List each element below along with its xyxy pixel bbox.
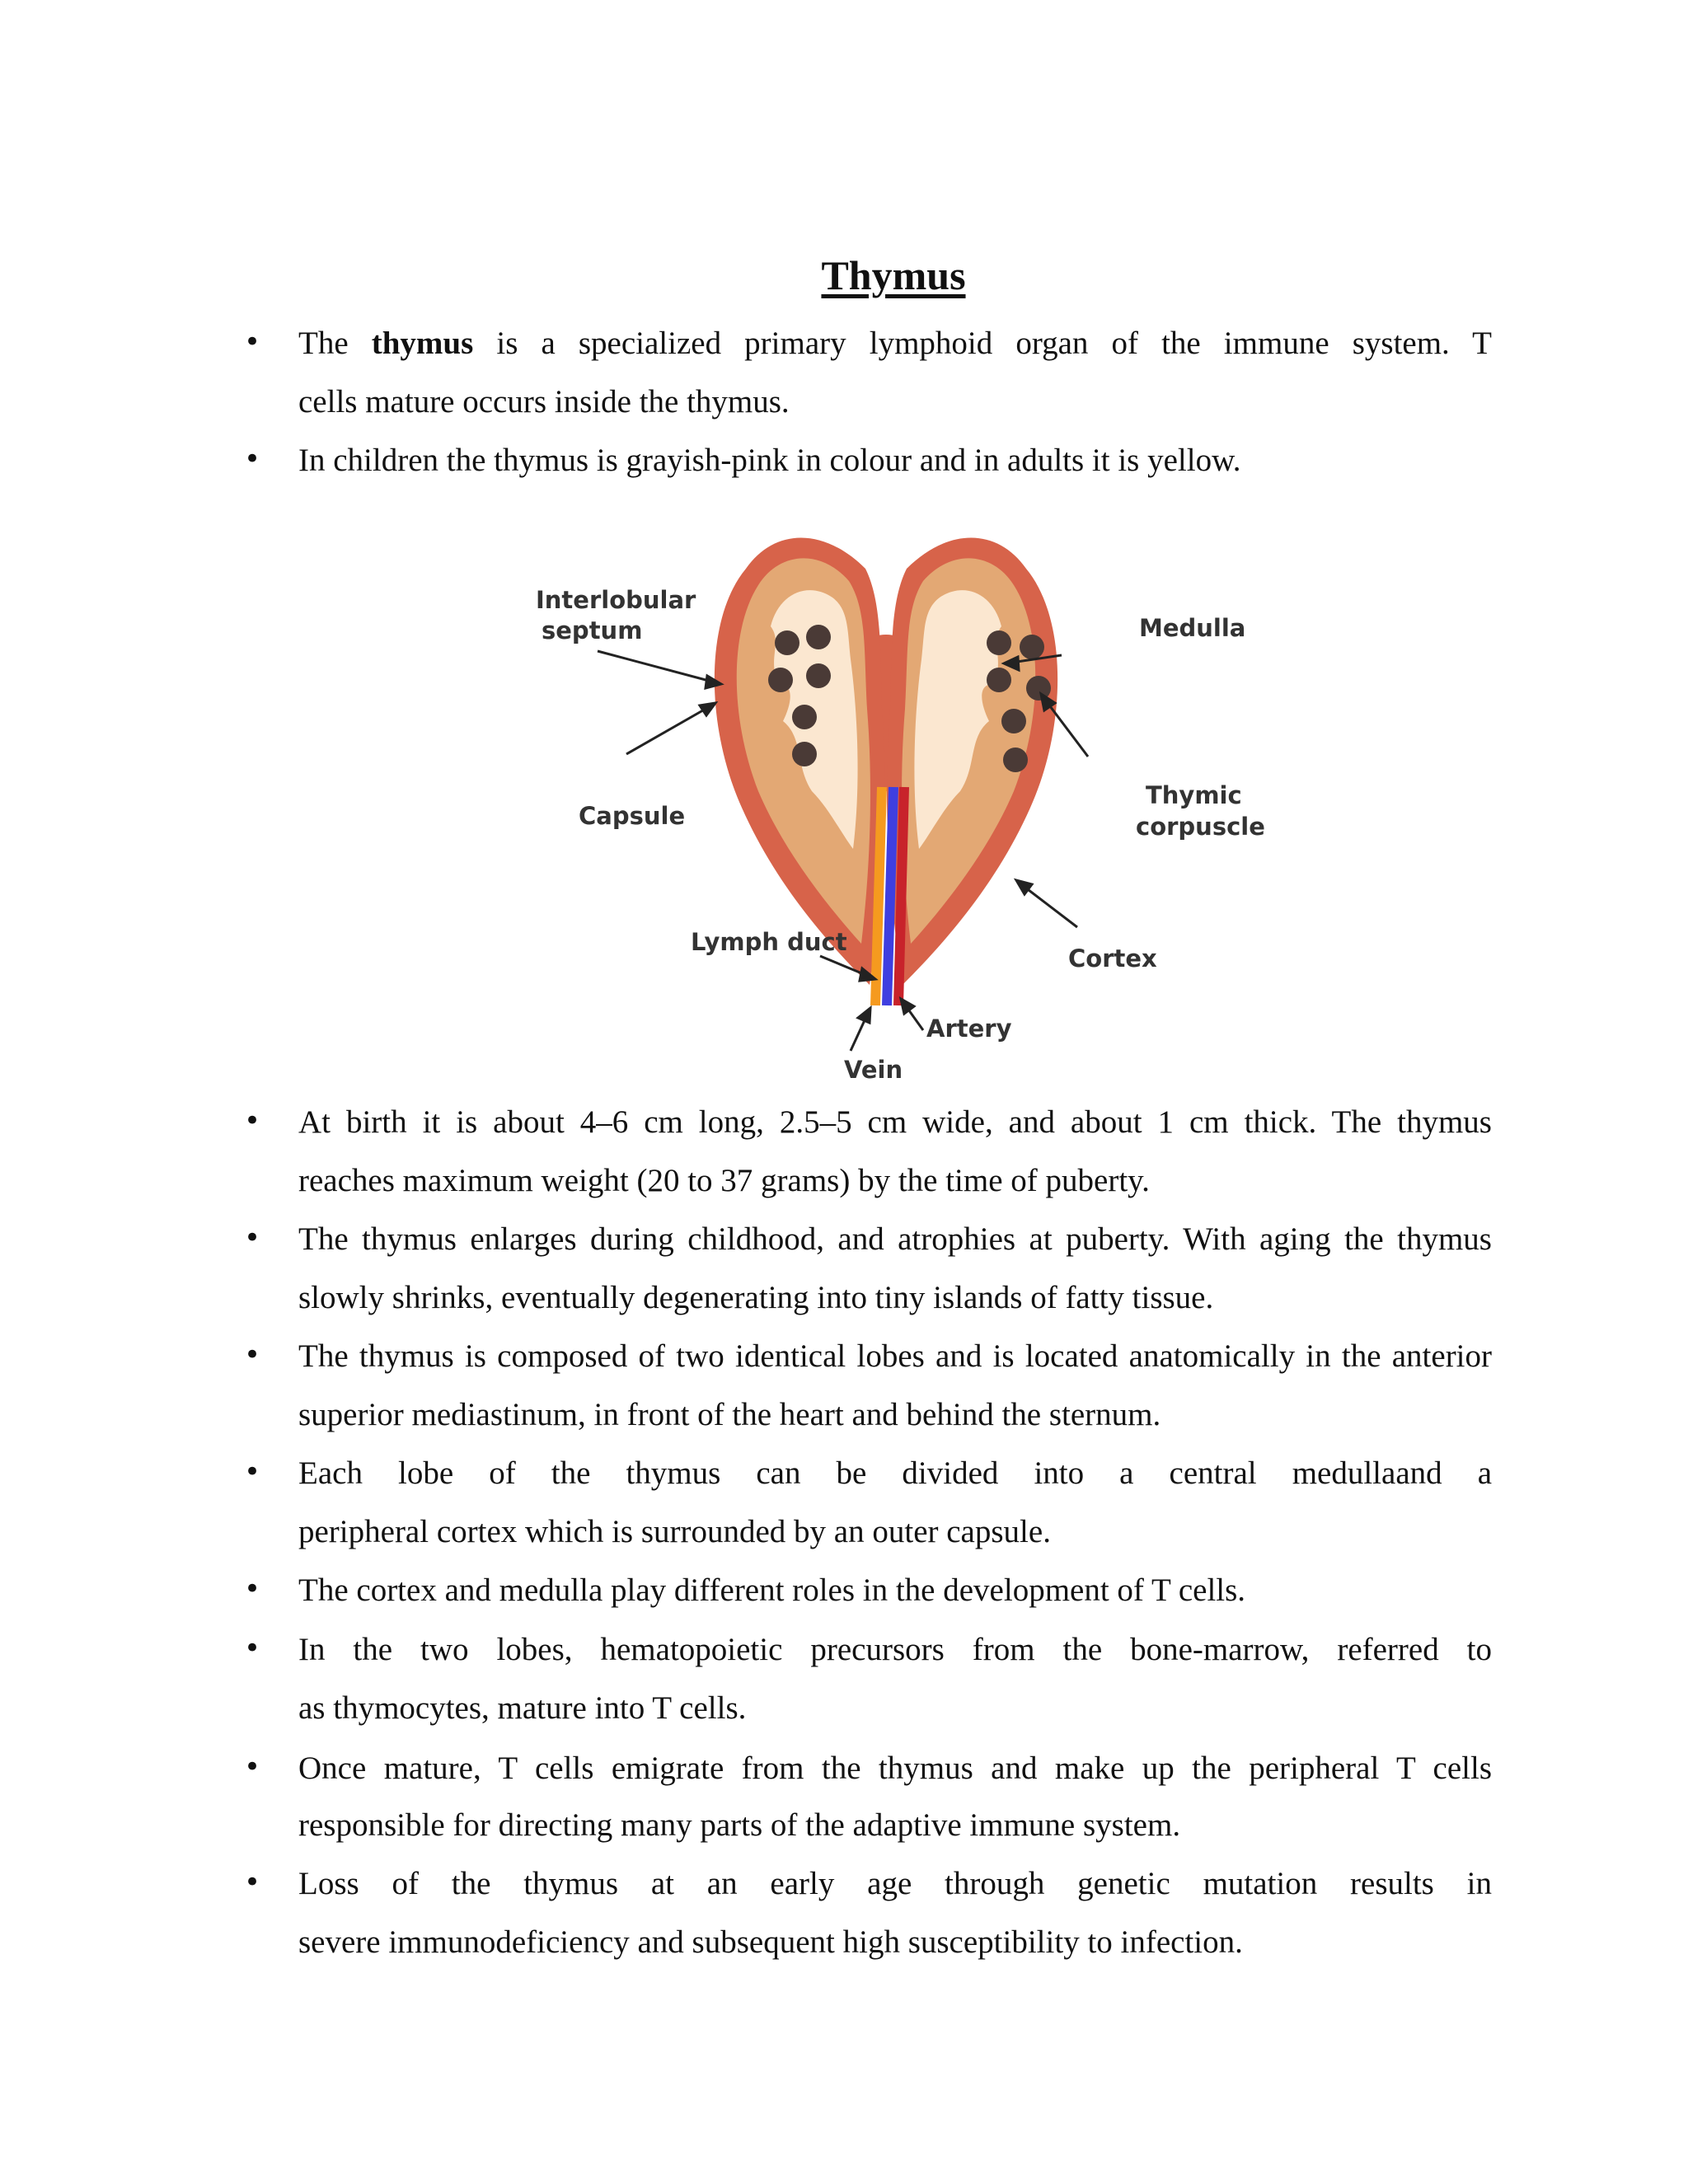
bullet-dot: • <box>244 1455 261 1488</box>
arrowhead <box>700 703 715 715</box>
thymic-corpuscle <box>792 705 817 729</box>
text-line: The cortex and medulla play different roles in the development of T cells. <box>298 1572 1246 1608</box>
text-line: In the two lobes, hematopoietic precursors from the bone-marrow, referred to <box>298 1632 1492 1667</box>
artery <box>898 787 904 1005</box>
bullet-dot: • <box>244 326 261 359</box>
bullet-dot: • <box>244 1221 261 1254</box>
thymic-corpuscle <box>1020 635 1044 659</box>
pointer-interlobular <box>598 651 721 684</box>
text-line: The thymus is a specialized primary lymphoid organ of the immune system. T <box>298 326 1493 361</box>
text-line: responsible for directing many parts of the adaptive immune system. <box>298 1807 1181 1843</box>
text-line: The thymus is composed of two identical lobes and is located anatomically in the anterior <box>298 1338 1492 1374</box>
label-lymph-duct: Lymph duct <box>691 928 847 956</box>
text-line: Once mature, T cells emigrate from the thymus and make up the peripheral T cells <box>298 1750 1492 1786</box>
thymic-corpuscle <box>1001 709 1026 733</box>
bullet-dot: • <box>244 1572 261 1605</box>
bullet-dot: • <box>244 1338 261 1371</box>
thymic-corpuscle <box>806 625 831 649</box>
page-title: Thymus <box>821 252 966 298</box>
label-thymic-line2: corpuscle <box>1136 813 1265 841</box>
thymic-corpuscle <box>768 668 793 692</box>
bullet-dot: • <box>244 1750 261 1783</box>
label-thymic-line1: Thymic <box>1146 781 1242 809</box>
label-interlobular-line2: septum <box>542 616 643 644</box>
text-line: reaches maximum weight (20 to 37 grams) by the time of puberty. <box>298 1163 1150 1198</box>
text-line: Each lobe of the thymus can be divided into a central medullaand a <box>298 1455 1492 1491</box>
vein <box>887 787 893 1005</box>
bullet-dot: • <box>244 1632 261 1665</box>
bullet-dot: • <box>244 1104 261 1137</box>
arrowhead <box>858 1008 870 1023</box>
text-line: superior mediastinum, in front of the heart and behind the sternum. <box>298 1397 1161 1432</box>
text-line: severe immunodeficiency and subsequent high susceptibility to infection. <box>298 1924 1243 1960</box>
text-line: slowly shrinks, eventually degenerating into tiny islands of fatty tissue. <box>298 1280 1214 1315</box>
text-line: cells mature occurs inside the thymus. <box>298 384 790 419</box>
label-capsule: Capsule <box>579 802 686 830</box>
thymic-corpuscle <box>806 663 831 688</box>
text-line: peripheral cortex which is surrounded by an outer capsule. <box>298 1514 1051 1549</box>
pointer-capsule <box>626 705 713 754</box>
text-line: The thymus enlarges during childhood, and atrophies at puberty. With aging the thymus <box>298 1221 1492 1257</box>
text-line: In children the thymus is grayish-pink in colour and in adults it is yellow. <box>298 443 1241 478</box>
label-vein: Vein <box>844 1056 903 1080</box>
thymic-corpuscle <box>775 630 799 655</box>
label-medulla: Medulla <box>1139 614 1246 642</box>
label-interlobular-line1: Interlobular <box>536 586 696 614</box>
label-cortex: Cortex <box>1068 944 1157 972</box>
thymic-corpuscle <box>987 630 1011 655</box>
thymus-diagram <box>495 519 1269 1080</box>
bold-term: thymus <box>371 326 474 361</box>
text-line: At birth it is about 4–6 cm long, 2.5–5 cm wide, and about 1 cm thick. The thymus <box>298 1104 1492 1140</box>
thymic-corpuscle <box>792 742 817 766</box>
thymic-corpuscle <box>1003 748 1028 772</box>
label-artery: Artery <box>926 1015 1012 1043</box>
bullet-dot: • <box>244 443 261 476</box>
lymph-duct <box>875 787 882 1005</box>
thymic-corpuscle <box>987 668 1011 692</box>
thymus-diagram-svg <box>495 519 1269 1080</box>
text-line: Loss of the thymus at an early age through genetic mutation results in <box>298 1866 1492 1901</box>
arrowhead <box>901 999 914 1014</box>
bullet-dot: • <box>244 1866 261 1899</box>
text-line: as thymocytes, mature into T cells. <box>298 1690 747 1726</box>
